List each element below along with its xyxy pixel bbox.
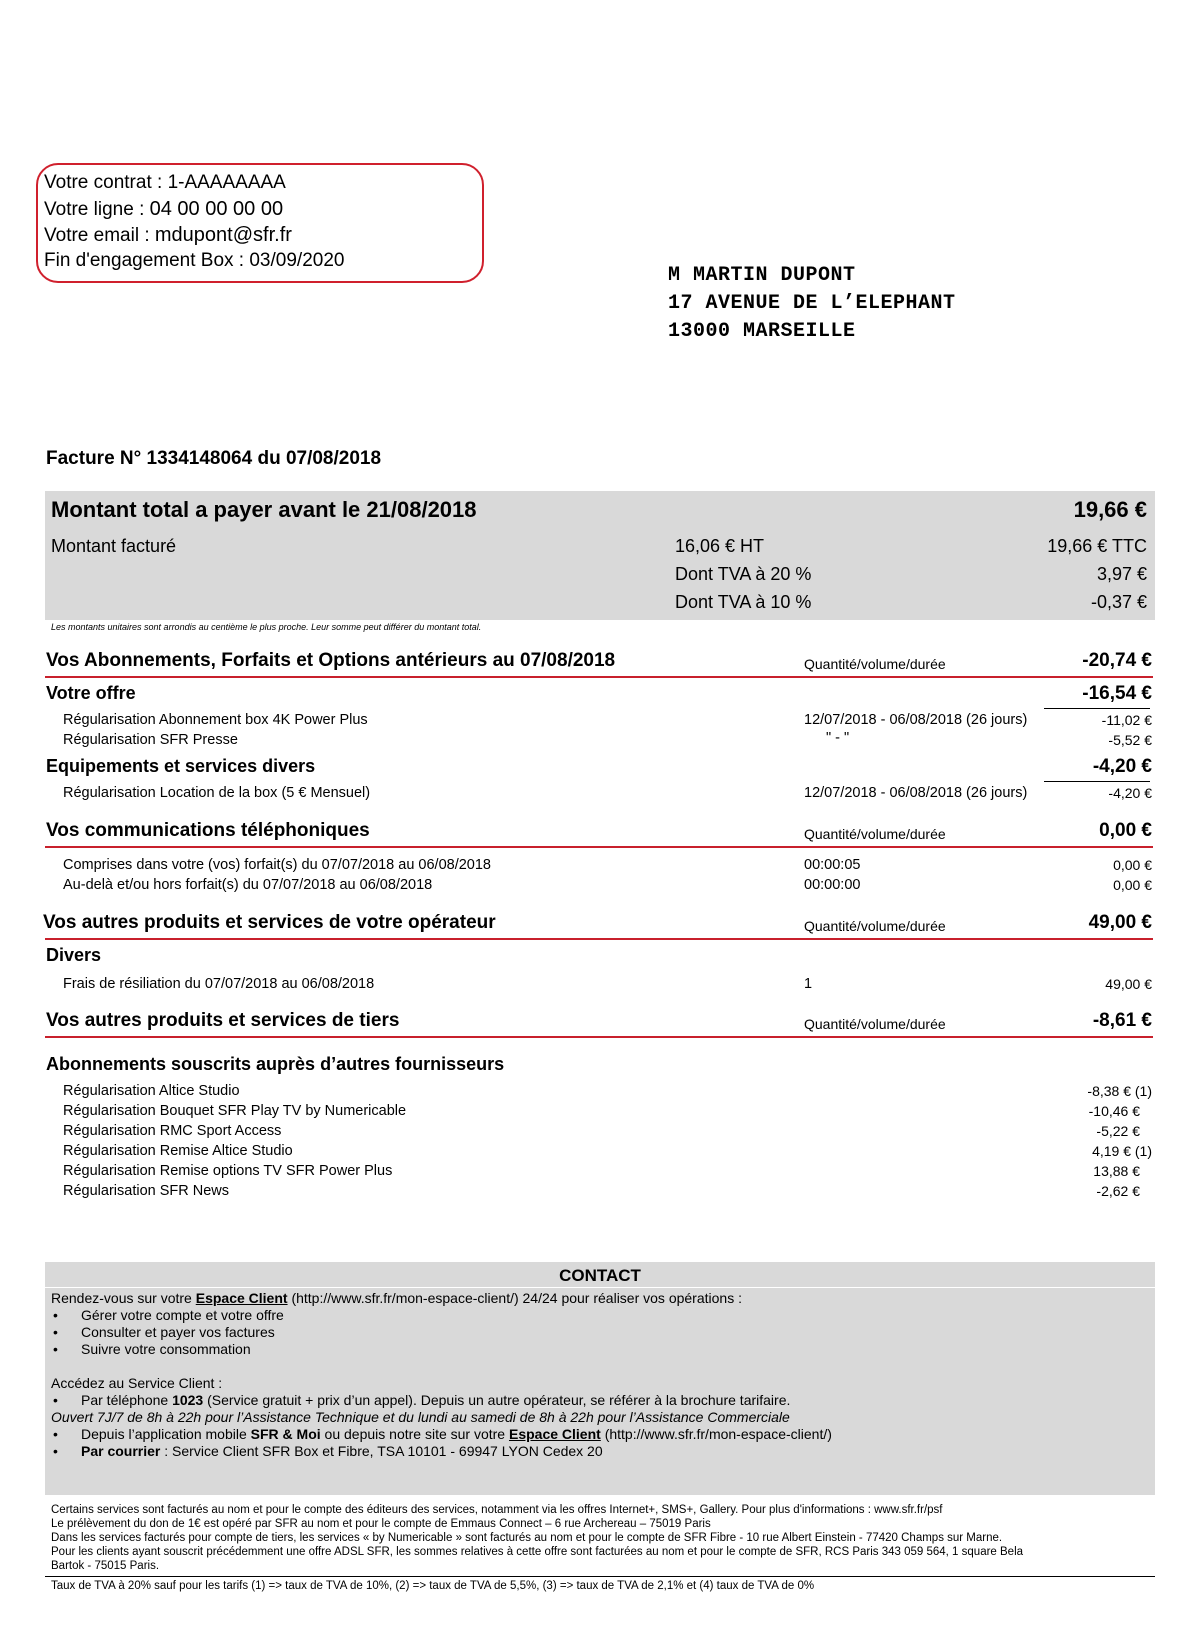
qty-header: Quantité/volume/durée <box>804 656 946 672</box>
footer-note: Le prélèvement du don de 1€ est opéré par SFR au nom et pour le compte de Emmaus Connect – 6 rue Archereau – 75019 Paris <box>51 1518 711 1530</box>
line-item-label: Régularisation Remise options TV SFR Power Plus <box>63 1163 393 1179</box>
address-street: 17 AVENUE DE L’ELEPHANT <box>668 292 956 315</box>
line-item-label: Frais de résiliation du 07/07/2018 au 06/08/2018 <box>63 976 375 992</box>
bullet: • <box>53 1426 58 1442</box>
line-item-amount: -10,46 € <box>1088 1103 1140 1119</box>
line-item-amount: 13,88 € <box>1093 1163 1140 1179</box>
contact-bullet: Gérer votre compte et votre offre <box>81 1307 284 1323</box>
contact-bullet: Suivre votre consommation <box>81 1341 251 1357</box>
total-label: Montant total a payer avant le 21/08/2018 <box>51 497 477 522</box>
invoice-title: Facture N° 1334148064 du 07/08/2018 <box>46 448 382 469</box>
qty-header: Quantité/volume/durée <box>804 918 946 934</box>
line-item-amount: 49,00 € <box>1105 976 1152 992</box>
line-item-amount: 0,00 € <box>1113 857 1152 873</box>
footer-rule <box>45 1576 1155 1577</box>
footer-note: Pour les clients ayant souscrit précédemment une offre ADSL SFR, les sommes relatives à cette offre sont facturées au nom et pour le compte de SFR, RCS Paris 343 059 564, 1 square Bela <box>51 1546 1024 1558</box>
bullet: • <box>53 1392 58 1408</box>
contract-number: Votre contrat : 1-AAAAAAAA <box>44 172 286 193</box>
line-item-amount: -2,62 € <box>1096 1183 1140 1199</box>
section-divider <box>45 1036 1153 1038</box>
section-divider <box>45 676 1153 678</box>
line-item-qty: 1 <box>804 976 813 992</box>
contact-title-divider <box>45 1287 1155 1288</box>
line-item-label: Régularisation RMC Sport Access <box>63 1123 282 1139</box>
footer-note: Dans les services facturés pour compte de tiers, les services « by Numericable » sont facturés au nom et pour le compte de SFR Fibre - 10 rue Albert Einstein - 77420 Champs sur Marne. <box>51 1532 1003 1544</box>
bullet: • <box>53 1324 58 1340</box>
qty-header: Quantité/volume/durée <box>804 1016 946 1032</box>
section-operator-products-title: Vos autres produits et services de votre opérateur <box>43 912 496 933</box>
service-client-title: Accédez au Service Client : <box>51 1375 223 1391</box>
engagement-end: Fin d'engagement Box : 03/09/2020 <box>44 250 345 271</box>
billed-label: Montant facturé <box>51 536 177 556</box>
third-party-subscriptions-title: Abonnements souscrits auprès d’autres fournisseurs <box>46 1054 505 1074</box>
line-item-qty: 00:00:05 <box>804 857 861 873</box>
line-item-label: Au-delà et/ou hors forfait(s) du 07/07/2018 au 06/08/2018 <box>63 877 433 893</box>
section-third-party-amount: -8,61 € <box>1092 1010 1152 1031</box>
contact-panel <box>45 1262 1155 1495</box>
opening-hours: Ouvert 7J/7 de 8h à 22h pour l’Assistance Technique et du lundi au samedi de 8h à 22h pour l’Assistance Commerciale <box>51 1409 790 1425</box>
total-value: 19,66 € <box>1073 497 1147 522</box>
contact-title: CONTACT <box>559 1266 641 1285</box>
mail-line: Par courrier : Service Client SFR Box et Fibre, TSA 10101 - 69947 LYON Cedex 20 <box>81 1443 603 1459</box>
address-city: 13000 MARSEILLE <box>668 320 856 343</box>
line-item-label: Régularisation Bouquet SFR Play TV by Numericable <box>63 1103 407 1119</box>
footer-note: Certains services sont facturés au nom et pour le compte des éditeurs des services, notamment via les offres Internet+, SMS+, Gallery. Pour plus d'informations : www.sfr.fr/psf <box>51 1504 943 1516</box>
contact-bullet: Consulter et payer vos factures <box>81 1324 275 1340</box>
line-item-amount: -5,52 € <box>1108 732 1152 748</box>
line-item-label: Régularisation Abonnement box 4K Power Plus <box>63 712 368 728</box>
line-item-label: Comprises dans votre (vos) forfait(s) du 07/07/2018 au 06/08/2018 <box>63 857 491 873</box>
footer-note: Bartok - 75015 Paris. <box>51 1560 160 1572</box>
line-item-amount: -8,38 € (1) <box>1087 1083 1152 1099</box>
line-item-label: Régularisation Altice Studio <box>63 1083 240 1099</box>
vat-note: Taux de TVA à 20% sauf pour les tarifs (1) => taux de TVA de 10%, (2) => taux de TVA de 5,5%, (3) => taux de TVA de 2,1% et (4) taux de TVA de 0% <box>51 1580 815 1592</box>
line-item-label: Régularisation Location de la box (5 € Mensuel) <box>63 785 371 801</box>
line-item-amount: -5,22 € <box>1096 1123 1140 1139</box>
tva10-label: Dont TVA à 10 % <box>675 592 812 612</box>
tva20-label: Dont TVA à 20 % <box>675 564 812 584</box>
billed-ht: 16,06 € HT <box>675 536 765 556</box>
section-divider <box>45 846 1153 848</box>
email: Votre email : mdupont@sfr.fr <box>44 224 292 246</box>
equipment-title: Equipements et services divers <box>46 756 316 776</box>
subtotal-rule <box>1044 781 1150 782</box>
offer-title: Votre offre <box>46 683 136 703</box>
billed-ttc: 19,66 € TTC <box>1047 536 1147 556</box>
tva10-value: -0,37 € <box>1090 592 1147 612</box>
qty-header: Quantité/volume/durée <box>804 826 946 842</box>
summary-panel <box>45 491 1155 620</box>
equipment-amount: -4,20 € <box>1092 756 1152 777</box>
bullet: • <box>53 1307 58 1323</box>
rounding-note: Les montants unitaires sont arrondis au centième le plus proche. Leur somme peut différer du montant total. <box>51 622 482 632</box>
line-item-amount: 0,00 € <box>1113 877 1152 893</box>
line-item-amount: 4,19 € (1) <box>1092 1143 1152 1159</box>
line-item-qty: " - " <box>826 730 850 746</box>
tva20-value: 3,97 € <box>1096 564 1147 584</box>
section-operator-products-amount: 49,00 € <box>1088 912 1152 933</box>
bullet: • <box>53 1443 58 1459</box>
section-communications-title: Vos communications téléphoniques <box>46 820 370 841</box>
line-item-label: Régularisation SFR News <box>63 1183 230 1199</box>
misc-title: Divers <box>46 945 102 965</box>
espace-client-link[interactable]: Espace Client <box>195 1290 288 1306</box>
phone-line: Par téléphone 1023 (Service gratuit + prix d’un appel). Depuis un autre opérateur, se référer à la brochure tarifaire. <box>81 1392 791 1408</box>
line-item-label: Régularisation Remise Altice Studio <box>63 1143 293 1159</box>
section-divider <box>45 938 1153 940</box>
line-item-label: Régularisation SFR Presse <box>63 732 238 748</box>
offer-amount: -16,54 € <box>1082 683 1152 704</box>
espace-client-link[interactable]: Espace Client <box>508 1426 601 1442</box>
section-subscriptions-title: Vos Abonnements, Forfaits et Options antérieurs au 07/08/2018 <box>46 650 616 671</box>
subtotal-rule <box>1044 708 1150 709</box>
line-item-qty: 12/07/2018 - 06/08/2018 (26 jours) <box>804 785 1028 801</box>
section-communications-amount: 0,00 € <box>1099 820 1152 841</box>
section-subscriptions-amount: -20,74 € <box>1082 650 1152 671</box>
section-third-party-title: Vos autres produits et services de tiers <box>46 1010 400 1031</box>
app-line: Depuis l’application mobile SFR & Moi ou depuis notre site sur votre Espace Client (http://www.sfr.fr/mon-espace-client/) <box>81 1426 832 1442</box>
bullet: • <box>53 1341 58 1357</box>
line-item-qty: 00:00:00 <box>804 877 861 893</box>
line-number: Votre ligne : 04 00 00 00 00 <box>44 198 284 220</box>
line-item-qty: 12/07/2018 - 06/08/2018 (26 jours) <box>804 712 1028 728</box>
line-item-amount: -11,02 € <box>1101 712 1152 728</box>
contact-intro: Rendez-vous sur votre Espace Client (http://www.sfr.fr/mon-espace-client/) 24/24 pour réaliser vos opérations : <box>51 1290 742 1306</box>
address-name: M MARTIN DUPONT <box>668 264 856 287</box>
line-item-amount: -4,20 € <box>1108 785 1152 801</box>
